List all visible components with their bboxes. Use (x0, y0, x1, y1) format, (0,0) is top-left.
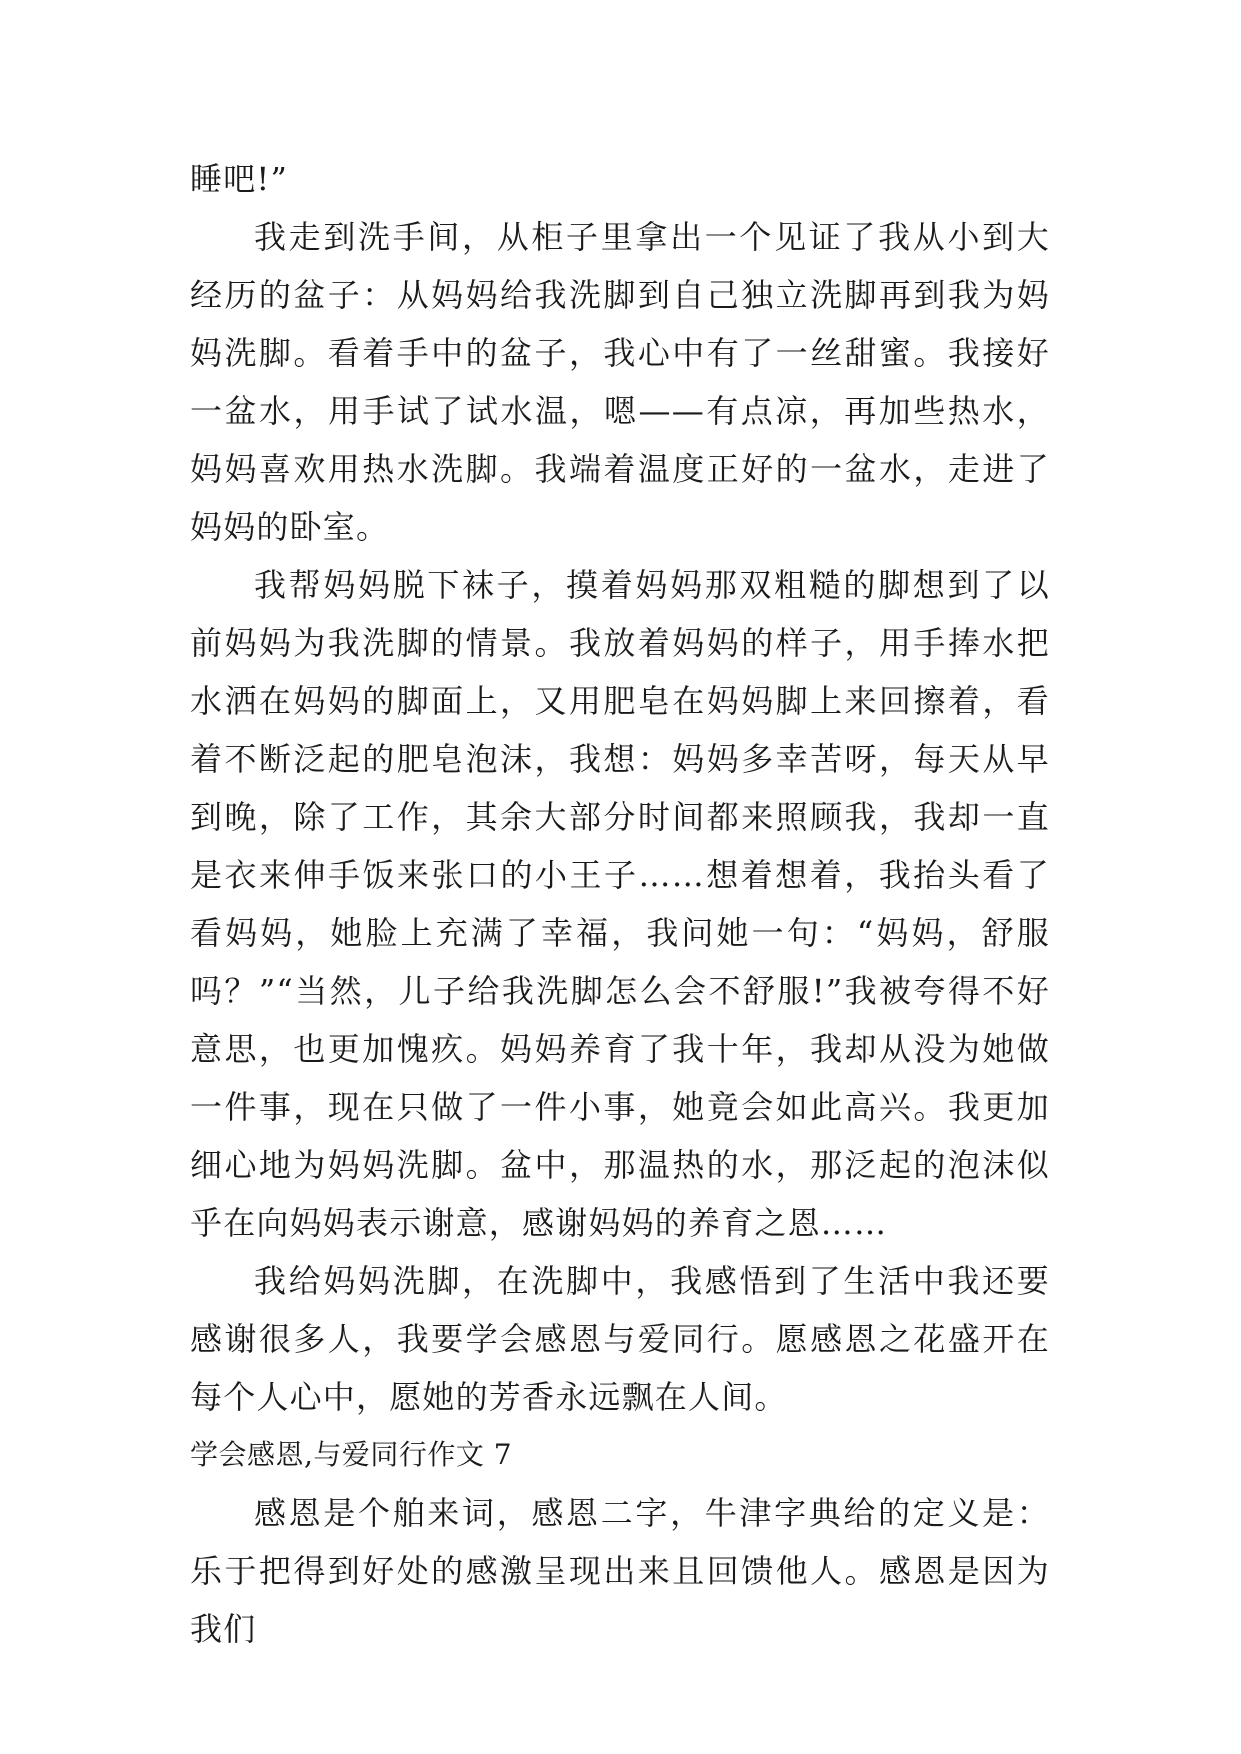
paragraph: 我帮妈妈脱下袜子，摸着妈妈那双粗糙的脚想到了以前妈妈为我洗脚的情景。我放着妈妈的样子，用手捧水把水洒在妈妈的脚面上，又用肥皂在妈妈脚上来回擦着，看着不断泛起的肥皂泡沫，我想：妈妈多幸苦呀，每天从早到晚，除了工作，其余大部分时间都来照顾我，我却一直是衣来伸手饭来张口的小王子……想着想着，我抬头看了看妈妈，她脸上充满了幸福，我问她一句：“妈妈，舒服吗？”“当然，儿子给我洗脚怎么会不舒服!”我被夸得不好意思，也更加愧疚。妈妈养育了我十年，我却从没为她做一件事，现在只做了一件小事，她竟会如此高兴。我更加细心地为妈妈洗脚。盆中，那温热的水，那泛起的泡沫似乎在向妈妈表示谢意，感谢妈妈的养育之恩…… (190, 566, 1050, 1242)
paragraph-fragment: 睡吧!” (190, 160, 289, 198)
paragraph: 感恩是个舶来词，感恩二字，牛津字典给的定义是：乐于把得到好处的感激呈现出来且回馈他人。感恩是因为我们 (190, 1494, 1050, 1648)
section-heading: 学会感恩,与爱同行作文 7 (190, 1438, 513, 1471)
paragraph: 我给妈妈洗脚，在洗脚中，我感悟到了生活中我还要感谢很多人，我要学会感恩与爱同行。愿感恩之花盛开在每个人心中，愿她的芳香永远飘在人间。 (190, 1262, 1050, 1416)
document-body (190, 150, 1050, 1658)
paragraph: 我走到洗手间，从柜子里拿出一个见证了我从小到大经历的盆子：从妈妈给我洗脚到自己独立洗脚再到我为妈妈洗脚。看着手中的盆子，我心中有了一丝甜蜜。我接好一盆水，用手试了试水温，嗯——有点凉，再加些热水，妈妈喜欢用热水洗脚。我端着温度正好的一盆水，走进了妈妈的卧室。 (190, 218, 1050, 546)
